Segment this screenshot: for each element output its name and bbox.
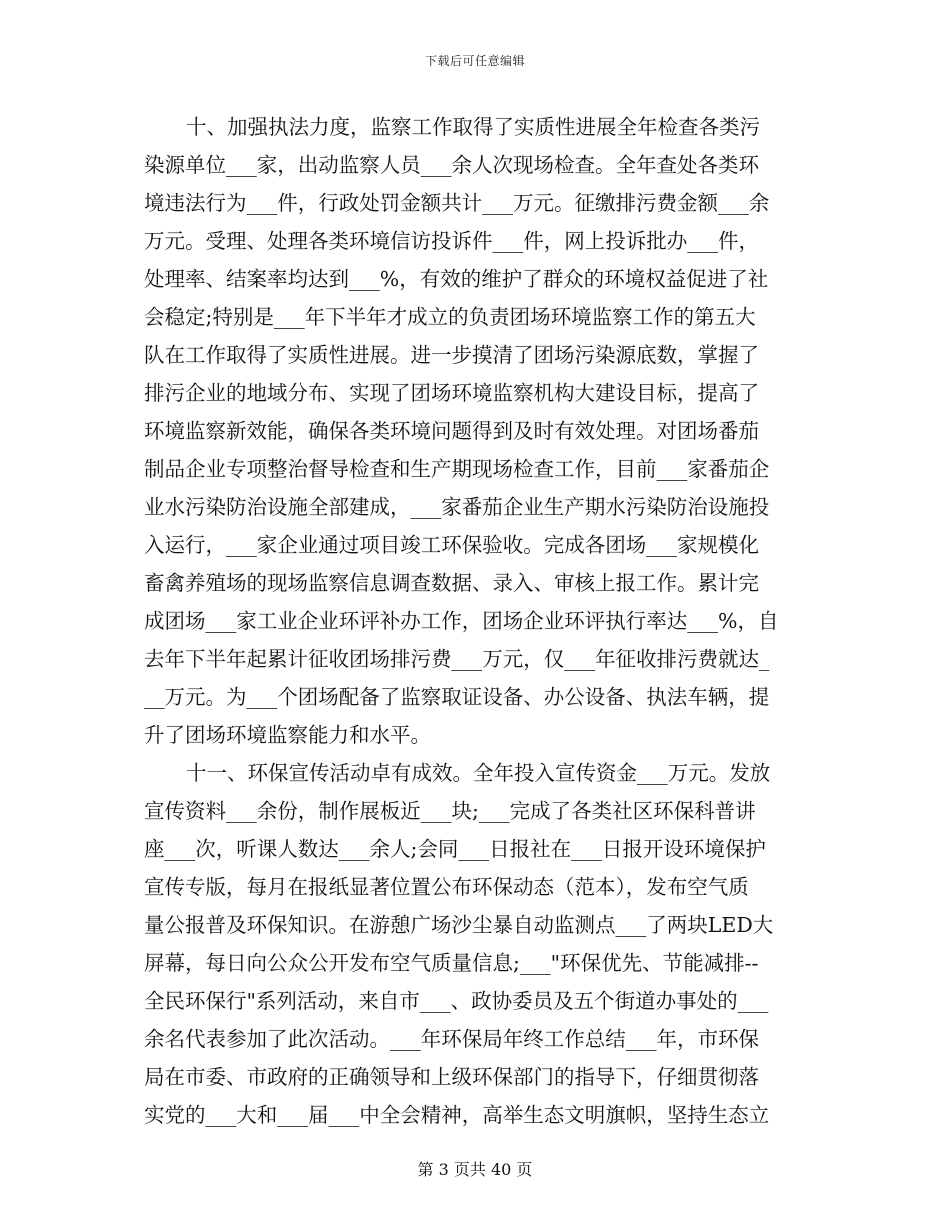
text-line: 万元。受理、处理各类环境信访投诉件___件，网上投诉批办___件，	[144, 229, 759, 253]
text-line: 宣传资料___余份，制作展板近___块;___完成了各类社区环保科普讲	[144, 799, 756, 823]
text-line: 局在市委、市政府的正确领导和上级环保部门的指导下，仔细贯彻落	[144, 1065, 759, 1089]
text-line: 境违法行为___件，行政处罚金额共计___万元。征缴排污费金额___余	[144, 191, 770, 215]
text-line: 排污企业的地域分布、实现了团场环境监察机构大建设目标，提高了	[144, 381, 759, 405]
text-line: 升了团场环境监察能力和水平。	[144, 723, 431, 747]
paragraph-10	[144, 108, 812, 754]
text-line: 环境监察新效能，确保各类环境问题得到及时有效处理。对团场番茄	[144, 419, 759, 443]
text-line: __万元。为___个团场配备了监察取证设备、办公设备、执法车辆，提	[144, 685, 770, 709]
text-line: 十一、环保宣传活动卓有成效。全年投入宣传资金___万元。发放	[186, 761, 771, 785]
text-line: 成团场___家工业企业环评补办工作，团场企业环评执行率达___%，自	[144, 609, 779, 633]
text-line: 全民环保行"系列活动，来自市___、政协委员及五个街道办事处的___	[144, 989, 769, 1013]
text-line: 宣传专版，每月在报纸显著位置公布环保动态（范本），发布空气质	[144, 875, 749, 899]
text-line: 去年下半年起累计征收团场排污费___万元，仅___年征收排污费就达_	[144, 647, 770, 671]
text-line: 畜禽养殖场的现场监察信息调查数据、录入、审核上报工作。累计完	[144, 571, 759, 595]
text-line: 量公报普及环保知识。在游憩广场沙尘暴自动监测点___了两块LED大	[144, 913, 774, 937]
text-line: 屏幕，每日向公众公开发布空气质量信息;___"环保优先、节能减排--	[144, 951, 759, 975]
text-line: 余名代表参加了此次活动。___年环保局年终工作总结___年，市环保	[144, 1027, 759, 1051]
text-line: 制品企业专项整治督导检查和生产期现场检查工作，目前___家番茄企	[144, 457, 770, 481]
text-line: 队在工作取得了实质性进展。进一步摸清了团场污染源底数，掌握了	[144, 343, 759, 367]
page-number: 第 3 页共 40 页	[417, 1160, 533, 1179]
text-line: 业水污染防治设施全部建成，___家番茄企业生产期水污染防治设施投	[144, 495, 770, 519]
page-header-note: 下载后可任意编辑	[424, 54, 525, 68]
text-line: 入运行，___家企业通过项目竣工环保验收。完成各团场___家规模化	[144, 533, 759, 557]
text-line: 实党的___大和___届___中全会精神，高举生态文明旗帜，坚持生态立	[144, 1103, 770, 1127]
text-line: 座___次，听课人数达___余人;会同___日报社在___日报开设环境保护	[144, 837, 766, 861]
paragraph-11	[144, 754, 812, 1134]
text-line: 染源单位___家，出动监察人员___余人次现场检查。全年查处各类环	[144, 153, 759, 177]
document-body	[144, 108, 812, 1134]
text-line: 会稳定;特别是___年下半年才成立的负责团场环境监察工作的第五大	[144, 305, 756, 329]
text-line: 处理率、结案率均达到___%，有效的维护了群众的环境权益促进了社	[144, 267, 769, 291]
text-line: 十、加强执法力度，监察工作取得了实质性进展全年检查各类污	[186, 115, 760, 139]
